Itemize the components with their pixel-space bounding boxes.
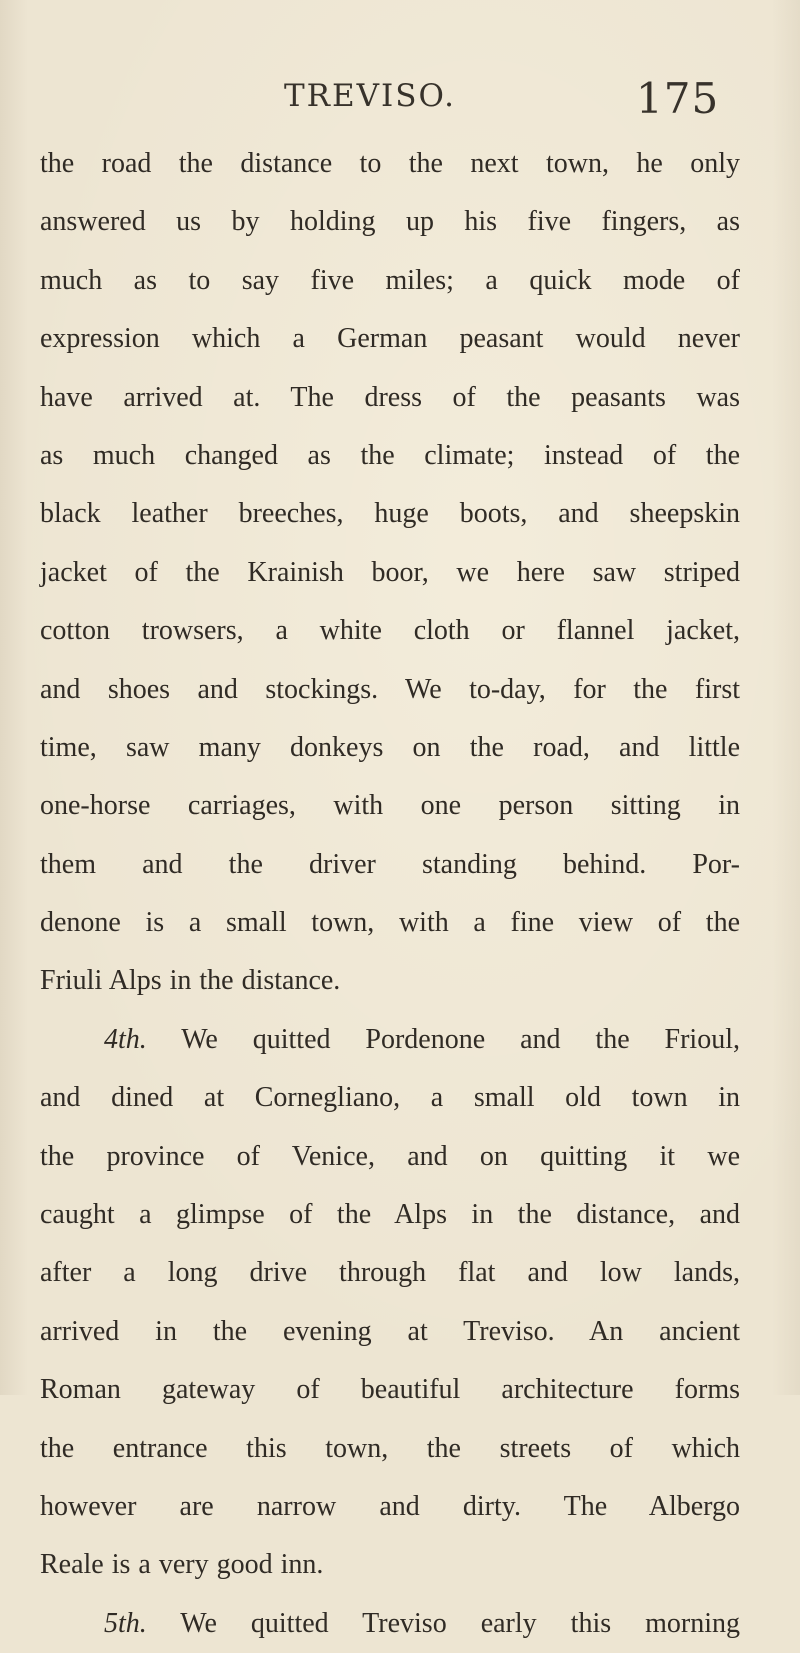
- text-line: one-horse carriages, with one person sitting in: [40, 790, 740, 822]
- text-line: expression which a German peasant would never: [40, 323, 740, 355]
- text-line: arrived in the evening at Treviso. An ancient: [40, 1315, 740, 1347]
- text-line: and dined at Cornegliano, a small old town in: [40, 1082, 740, 1114]
- text-line: the road the distance to the next town, he only: [40, 148, 740, 179]
- paragraph-start-line: [40, 1011, 740, 1069]
- entry-date: 5th.: [104, 1607, 147, 1639]
- text-line: however are narrow and dirty. The Albergo: [40, 1490, 740, 1522]
- text-line: as much changed as the climate; instead of the: [40, 439, 740, 471]
- running-title: TREVISO.: [284, 78, 456, 114]
- text-line: Reale is a very good inn.: [40, 1549, 324, 1581]
- text-line: after a long drive through flat and low lands,: [40, 1257, 740, 1289]
- text-line: have arrived at. The dress of the peasants was: [40, 381, 740, 413]
- text-line: them and the driver standing behind. Por-: [40, 848, 740, 880]
- text-line: black leather breeches, huge boots, and sheepskin: [40, 498, 740, 530]
- text-line: the province of Venice, and on quitting it we: [40, 1140, 740, 1172]
- text-line: and shoes and stockings. We to-day, for the first: [40, 673, 740, 705]
- paragraph-start-line: [40, 1595, 740, 1653]
- entry-date: 4th.: [104, 1023, 147, 1055]
- text-line: the entrance this town, the streets of which: [40, 1432, 740, 1464]
- text-line: cotton trowsers, a white cloth or flannel jacket,: [40, 615, 740, 647]
- text-fragment: We quitted Pordenone and the Frioul,: [181, 1023, 740, 1055]
- text-line: Roman gateway of beautiful architecture forms: [40, 1374, 740, 1406]
- text-line: time, saw many donkeys on the road, and little: [40, 731, 740, 763]
- text-fragment: We quitted Treviso early this morning: [180, 1607, 740, 1639]
- page-number: 175: [636, 74, 720, 123]
- page-header: [0, 74, 800, 124]
- text-line: answered us by holding up his five fingers, as: [40, 206, 740, 238]
- text-line: much as to say five miles; a quick mode of: [40, 264, 740, 296]
- text-line: caught a glimpse of the Alps in the distance, and: [40, 1199, 740, 1231]
- body-text: [40, 135, 740, 1653]
- text-line: jacket of the Krainish boor, we here saw striped: [40, 556, 740, 588]
- text-line: denone is a small town, with a fine view of the: [40, 907, 740, 939]
- text-line: Friuli Alps in the distance.: [40, 965, 341, 997]
